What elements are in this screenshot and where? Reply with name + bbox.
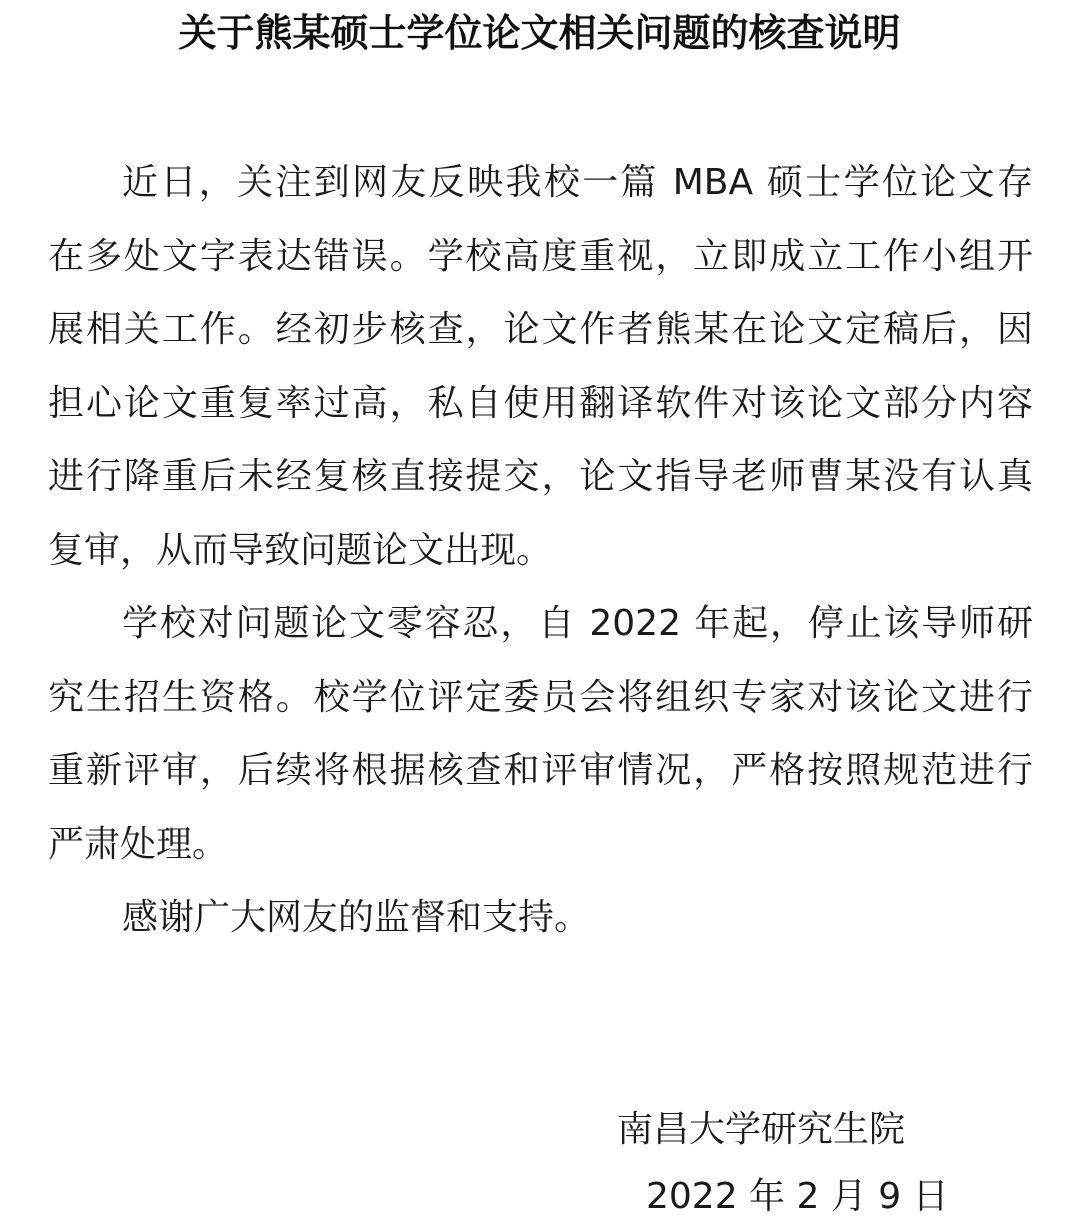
paragraph-line: 感谢广大网友的监督和支持。 <box>122 897 591 938</box>
paragraph-3 <box>48 881 1033 955</box>
paragraph-line: 担心论文重复率过高，私自使用翻译软件对该论文部分内容 <box>48 382 1033 424</box>
paragraph-line: 在多处文字表达错误。学校高度重视，立即成立工作小组开 <box>48 235 1033 277</box>
paragraph-line: 严肃处理。 <box>48 823 229 865</box>
paragraph-2 <box>48 587 1033 881</box>
paragraph-line: 近日，关注到网友反映我校一篇 MBA 硕士学位论文存 <box>122 162 1033 203</box>
paragraph-line: 重新评审，后续将根据核查和评审情况，严格按照规范进行 <box>48 750 1033 791</box>
signature-organization-text: 南昌大学研究生院 <box>617 1109 906 1150</box>
signature-date-text: 2022 年 2 月 9 日 <box>646 1176 949 1217</box>
paragraph-line: 究生招生资格。校学位评定委员会将组织专家对该论文进行 <box>48 676 1033 718</box>
paragraph-1 <box>48 146 1033 587</box>
document-title: 关于熊某硕士学位论文相关问题的核查说明 <box>178 11 901 55</box>
paragraph-line: 进行降重后未经复核直接提交，论文指导老师曹某没有认真 <box>48 456 1033 497</box>
paragraph-line: 学校对问题论文零容忍，自 2022 年起，停止该导师研 <box>122 603 1033 644</box>
document-body <box>48 146 1033 955</box>
paragraph-line: 复审，从而导致问题论文出现。 <box>48 529 553 571</box>
paragraph-line: 展相关工作。经初步核查，论文作者熊某在论文定稿后，因 <box>48 309 1033 350</box>
